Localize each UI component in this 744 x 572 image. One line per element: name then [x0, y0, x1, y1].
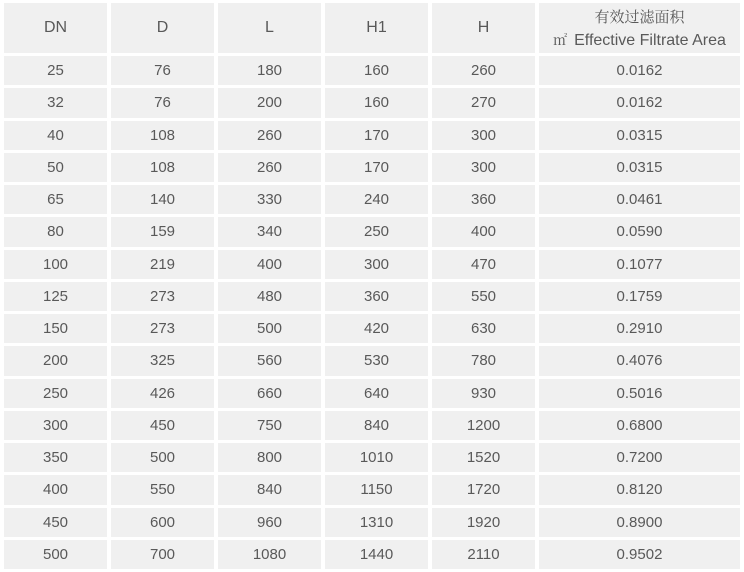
col-header-d: D — [111, 3, 214, 53]
table-cell: 0.0315 — [539, 121, 740, 150]
table-cell: 32 — [4, 88, 107, 117]
col-header-l: L — [218, 3, 321, 53]
table-cell: 1440 — [325, 540, 428, 569]
table-cell: 700 — [111, 540, 214, 569]
table-header-row — [4, 3, 740, 53]
table-cell: 426 — [111, 379, 214, 408]
table-cell: 50 — [4, 153, 107, 182]
col-header-effective-filtrate-area — [539, 3, 740, 53]
table-cell: 1200 — [432, 411, 535, 440]
table-row — [4, 508, 740, 537]
table-cell: 400 — [4, 475, 107, 504]
table-cell: 170 — [325, 153, 428, 182]
filtrate-area-title-en-line — [539, 30, 740, 50]
table-cell: 0.9502 — [539, 540, 740, 569]
table-cell: 270 — [432, 88, 535, 117]
table-cell: 550 — [432, 282, 535, 311]
table-cell: 1150 — [325, 475, 428, 504]
filtrate-area-header-stack — [539, 3, 740, 53]
table-cell: 750 — [218, 411, 321, 440]
table-cell: 300 — [432, 121, 535, 150]
table-cell: 0.2910 — [539, 314, 740, 343]
filtrate-area-title-en: Effective Filtrate Area — [574, 32, 726, 49]
table-cell: 125 — [4, 282, 107, 311]
table-row — [4, 185, 740, 214]
table-cell: 500 — [4, 540, 107, 569]
table-cell: 180 — [218, 56, 321, 85]
table-cell: 76 — [111, 56, 214, 85]
table-cell: 500 — [111, 443, 214, 472]
table-cell: 330 — [218, 185, 321, 214]
table-cell: 273 — [111, 314, 214, 343]
table-cell: 0.6800 — [539, 411, 740, 440]
table-cell: 25 — [4, 56, 107, 85]
table-cell: 240 — [325, 185, 428, 214]
table-cell: 65 — [4, 185, 107, 214]
table-row — [4, 217, 740, 246]
table-cell: 160 — [325, 56, 428, 85]
table-cell: 170 — [325, 121, 428, 150]
table-cell: 470 — [432, 250, 535, 279]
table-row — [4, 153, 740, 182]
table-cell: 800 — [218, 443, 321, 472]
col-header-h1: H1 — [325, 3, 428, 53]
table-cell: 360 — [432, 185, 535, 214]
table-cell: 500 — [218, 314, 321, 343]
table-cell: 0.4076 — [539, 346, 740, 375]
table-cell: 1310 — [325, 508, 428, 537]
table-cell: 80 — [4, 217, 107, 246]
table-cell: 480 — [218, 282, 321, 311]
table-cell: 140 — [111, 185, 214, 214]
table-cell: 76 — [111, 88, 214, 117]
table-cell: 1010 — [325, 443, 428, 472]
table-cell: 0.0162 — [539, 88, 740, 117]
square-meter-unit: ㎡ — [553, 32, 568, 48]
table-cell: 100 — [4, 250, 107, 279]
table-cell: 1920 — [432, 508, 535, 537]
table-row — [4, 88, 740, 117]
table-cell: 40 — [4, 121, 107, 150]
table-cell: 108 — [111, 153, 214, 182]
table-cell: 300 — [325, 250, 428, 279]
table-cell: 340 — [218, 217, 321, 246]
table-cell: 150 — [4, 314, 107, 343]
table-cell: 108 — [111, 121, 214, 150]
table-cell: 1080 — [218, 540, 321, 569]
table-row — [4, 540, 740, 569]
table-cell: 0.8900 — [539, 508, 740, 537]
table-cell: 0.8120 — [539, 475, 740, 504]
table-cell: 930 — [432, 379, 535, 408]
col-header-h: H — [432, 3, 535, 53]
table-cell: 0.1759 — [539, 282, 740, 311]
table-row — [4, 379, 740, 408]
table-cell: 0.0162 — [539, 56, 740, 85]
table-cell: 300 — [432, 153, 535, 182]
table-cell: 260 — [218, 121, 321, 150]
col-header-dn: DN — [4, 3, 107, 53]
table-row — [4, 475, 740, 504]
table-cell: 273 — [111, 282, 214, 311]
table-cell: 325 — [111, 346, 214, 375]
table-cell: 0.0461 — [539, 185, 740, 214]
table-cell: 600 — [111, 508, 214, 537]
table-cell: 840 — [218, 475, 321, 504]
table-cell: 360 — [325, 282, 428, 311]
table-cell: 450 — [111, 411, 214, 440]
table-cell: 560 — [218, 346, 321, 375]
table-cell: 530 — [325, 346, 428, 375]
table-cell: 250 — [325, 217, 428, 246]
table-cell: 0.1077 — [539, 250, 740, 279]
table-cell: 200 — [218, 88, 321, 117]
table-cell: 300 — [4, 411, 107, 440]
table-cell: 630 — [432, 314, 535, 343]
table-row — [4, 56, 740, 85]
table-row — [4, 282, 740, 311]
table-cell: 0.0590 — [539, 217, 740, 246]
table-cell: 0.5016 — [539, 379, 740, 408]
table-row — [4, 121, 740, 150]
table-cell: 420 — [325, 314, 428, 343]
table-cell: 2110 — [432, 540, 535, 569]
table-cell: 250 — [4, 379, 107, 408]
table-row — [4, 250, 740, 279]
table-cell: 400 — [218, 250, 321, 279]
table-cell: 1720 — [432, 475, 535, 504]
table-cell: 640 — [325, 379, 428, 408]
table-cell: 219 — [111, 250, 214, 279]
table-cell: 0.0315 — [539, 153, 740, 182]
table-cell: 260 — [432, 56, 535, 85]
table-cell: 400 — [432, 217, 535, 246]
table-cell: 960 — [218, 508, 321, 537]
table-cell: 200 — [4, 346, 107, 375]
table-row — [4, 346, 740, 375]
table-cell: 660 — [218, 379, 321, 408]
table-cell: 1520 — [432, 443, 535, 472]
table-row — [4, 314, 740, 343]
table-body — [4, 56, 740, 569]
table-cell: 160 — [325, 88, 428, 117]
table-cell: 159 — [111, 217, 214, 246]
table-row — [4, 411, 740, 440]
table-cell: 450 — [4, 508, 107, 537]
table-cell: 350 — [4, 443, 107, 472]
table-cell: 780 — [432, 346, 535, 375]
filtrate-area-title-cn: 有效过滤面积 — [594, 9, 685, 26]
table-cell: 0.7200 — [539, 443, 740, 472]
table-cell: 550 — [111, 475, 214, 504]
table-row — [4, 443, 740, 472]
table-cell: 260 — [218, 153, 321, 182]
table-cell: 840 — [325, 411, 428, 440]
